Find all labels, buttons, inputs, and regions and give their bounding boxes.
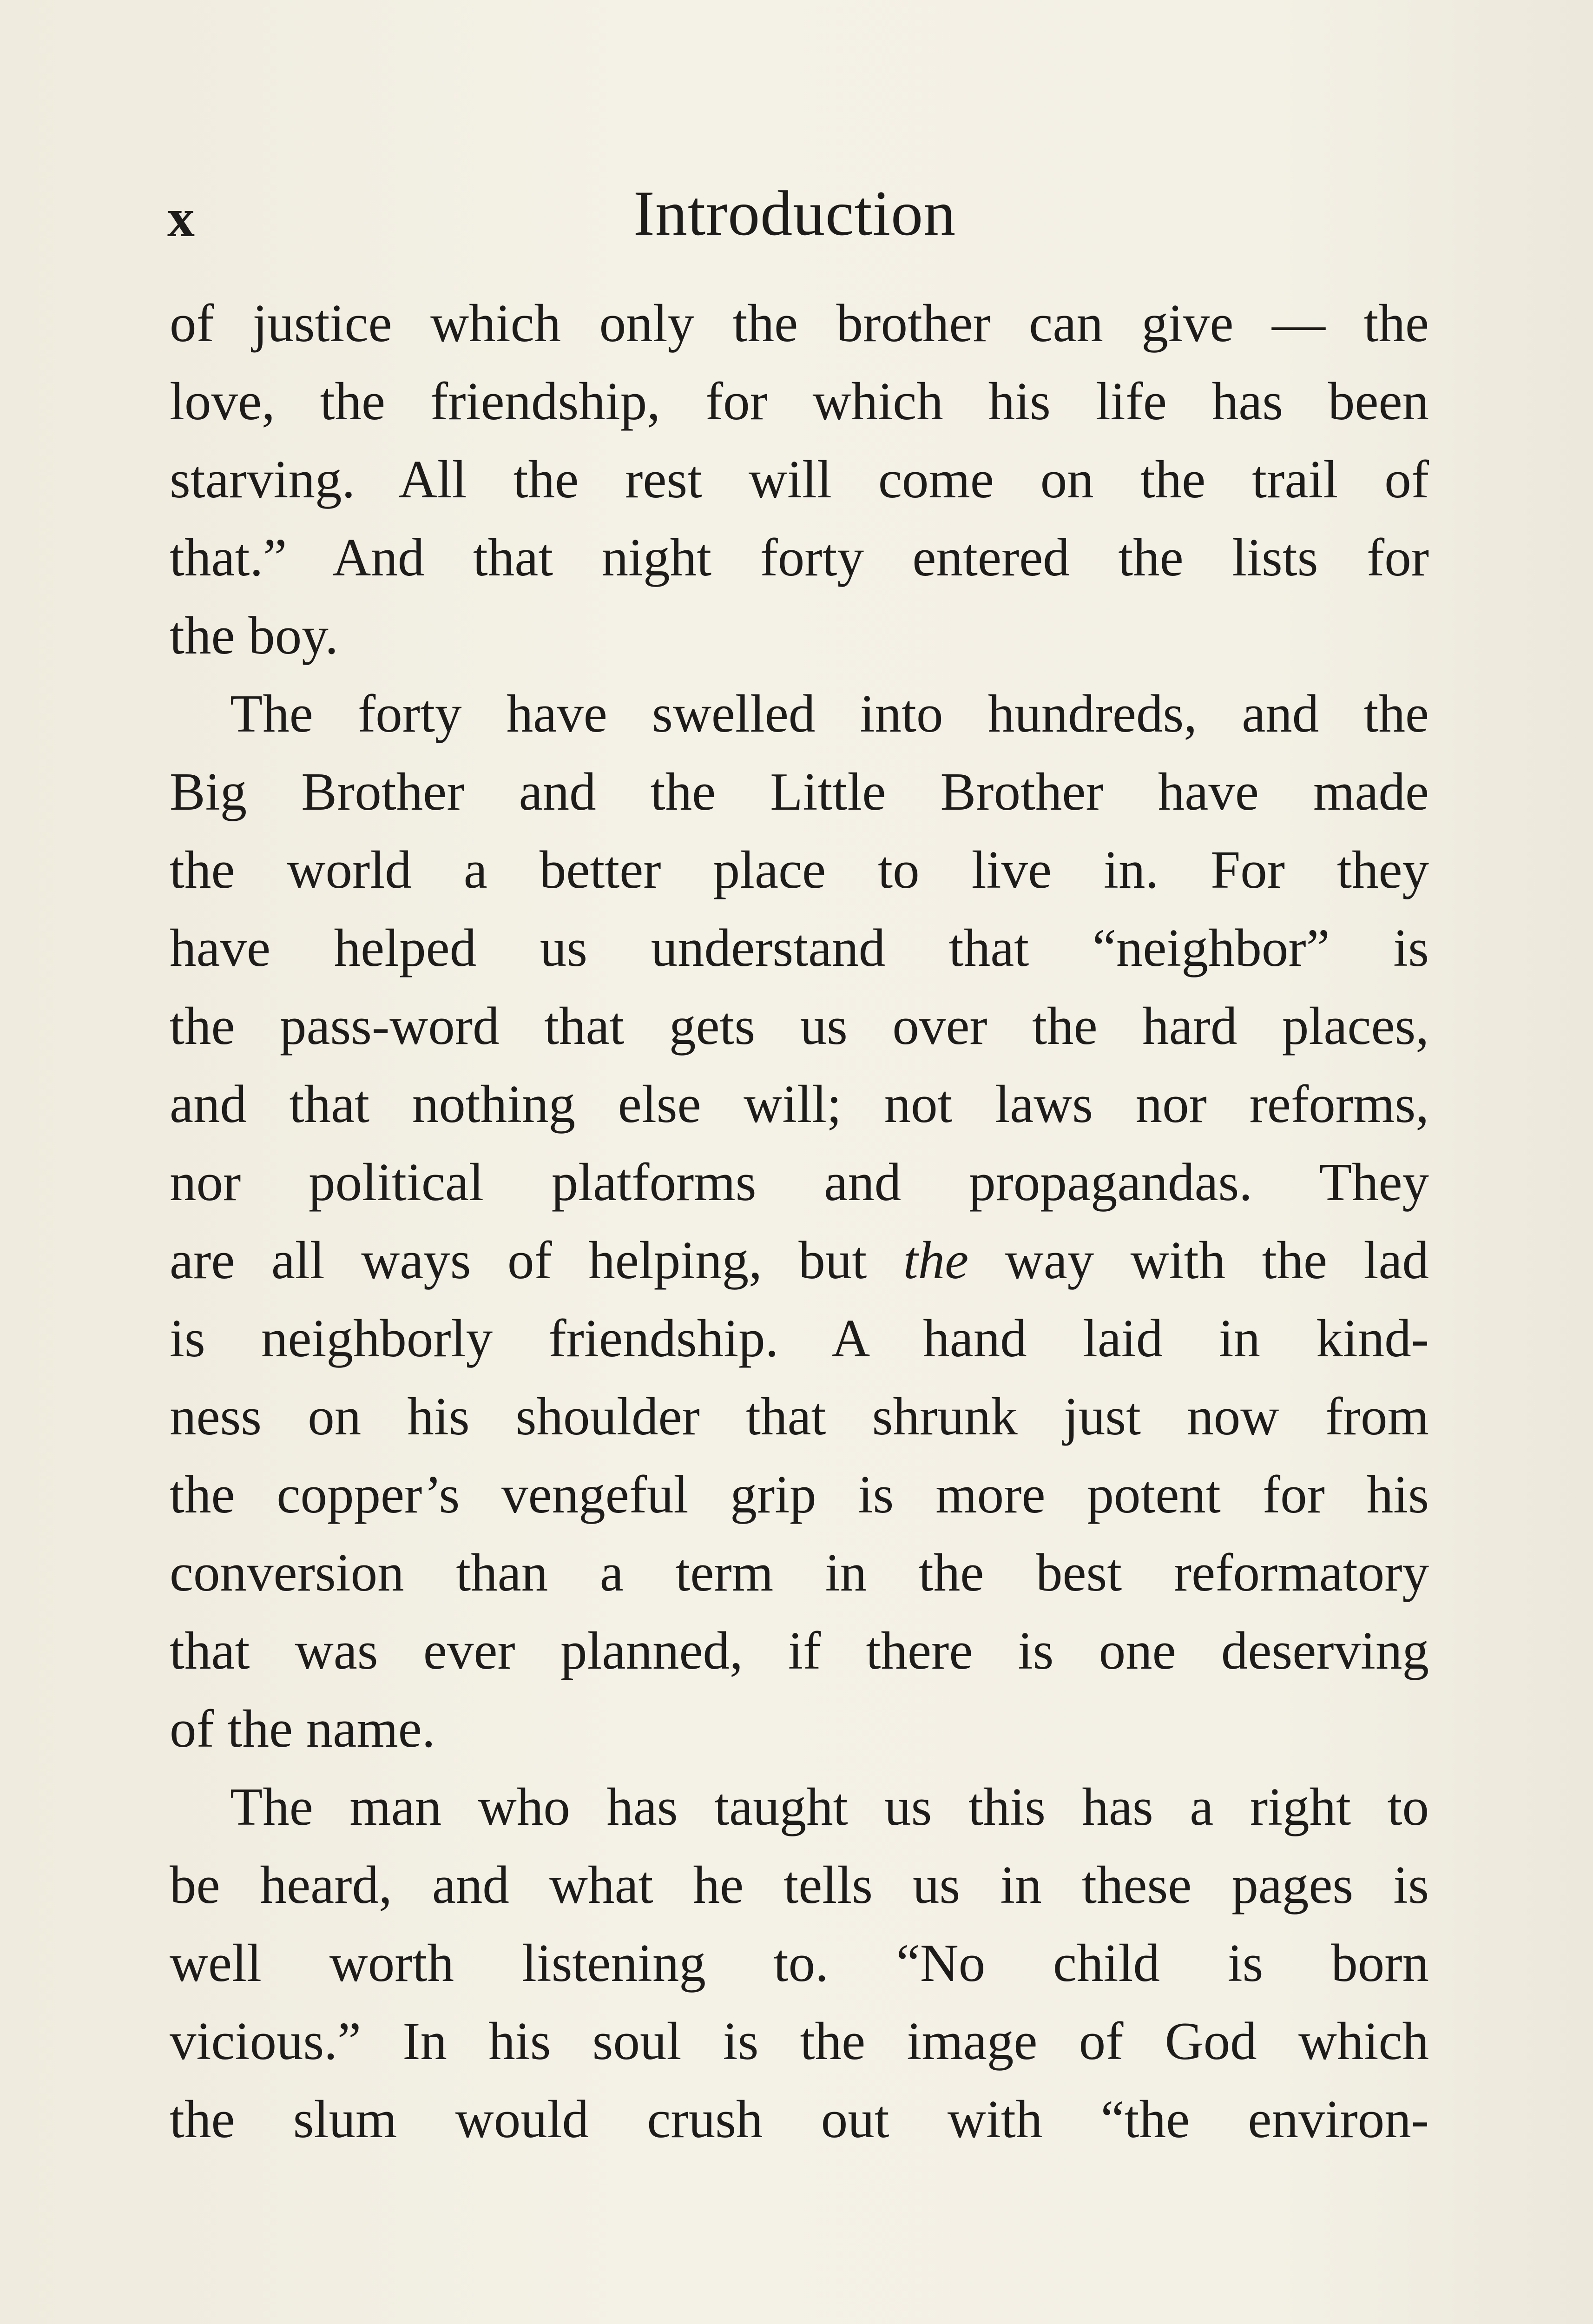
text-line: have helped us understand that “neighbor” is <box>170 918 1429 977</box>
text-line: love, the friendship, for which his life has been <box>170 372 1429 431</box>
text-line: of the name. <box>170 1699 435 1758</box>
emphasis-text: the <box>903 1231 969 1290</box>
text-line: vicious.” In his soul is the image of God which <box>170 2012 1429 2071</box>
text-segment: are all ways of helping, but <box>170 1231 903 1290</box>
text-line: the pass-word that gets us over the hard places, <box>170 997 1429 1056</box>
body-text <box>170 284 1429 2159</box>
text-line: nor political platforms and propagandas. They <box>170 1153 1429 1212</box>
running-head: Introduction <box>633 178 956 249</box>
text-line: the copper’s vengeful grip is more potent for his <box>170 1465 1429 1524</box>
text-segment: way with the lad <box>968 1231 1429 1290</box>
text-line: The man who has taught us this has a right to <box>230 1777 1429 1836</box>
text-line: the slum would crush out with “the environ- <box>170 2090 1429 2149</box>
text-line: and that nothing else will; not laws nor reforms, <box>170 1075 1429 1134</box>
text-line: the world a better place to live in. For they <box>170 840 1429 899</box>
text-line: be heard, and what he tells us in these pages is <box>170 1855 1429 1915</box>
text-line: ness on his shoulder that shrunk just now from <box>170 1387 1429 1446</box>
text-line: of justice which only the brother can give — the <box>170 294 1429 353</box>
text-line: conversion than a term in the best reformatory <box>170 1543 1429 1602</box>
text-line: well worth listening to. “No child is born <box>170 1934 1429 1993</box>
page-header <box>167 172 1422 256</box>
text-line: is neighborly friendship. A hand laid in kind- <box>170 1309 1429 1368</box>
page-number: x <box>167 187 195 248</box>
text-line: the boy. <box>170 606 339 665</box>
text-line: Big Brother and the Little Brother have made <box>170 762 1429 821</box>
text-line: that.” And that night forty entered the lists for <box>170 528 1429 587</box>
text-line: The forty have swelled into hundreds, and the <box>230 684 1429 743</box>
text-line <box>170 1221 1429 1300</box>
text-line: that was ever planned, if there is one deserving <box>170 1621 1429 1680</box>
text-line: starving. All the rest will come on the trail of <box>170 450 1429 509</box>
